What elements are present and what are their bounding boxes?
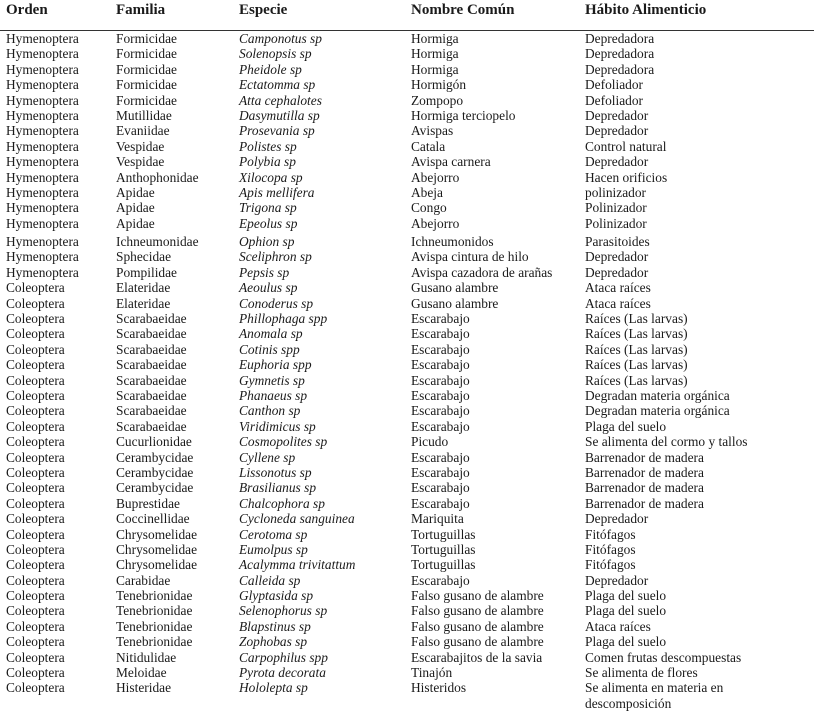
table-row [0, 419, 814, 434]
cell-nombre-comun: Gusano alambre [411, 280, 499, 296]
cell-especie: Camponotus sp [239, 31, 322, 46]
cell-familia: Scarabaeidae [116, 311, 187, 327]
cell-especie: Conoderus sp [239, 295, 314, 311]
cell-orden: Hymenoptera [6, 61, 79, 77]
cell-habito: Comen frutas descompuestas [585, 649, 742, 665]
cell-especie: Xilocopa sp [239, 169, 303, 185]
cell-nombre-comun: Congo [411, 200, 447, 216]
cell-orden: Hymenoptera [6, 154, 79, 170]
cell-habito: Depredador [585, 511, 649, 527]
cell-orden: Hymenoptera [6, 264, 79, 280]
cell-nombre-comun: Falso gusano de alambre [411, 603, 544, 619]
cell-habito: Fitófagos [585, 557, 636, 573]
table-row [0, 170, 814, 185]
cell-familia: Scarabaeidae [116, 357, 187, 373]
cell-orden: Coleoptera [6, 280, 65, 296]
cell-habito: Defoliador [585, 92, 644, 108]
table-row [0, 200, 814, 215]
cell-familia: Chrysomelidae [116, 557, 198, 573]
cell-nombre-comun: Escarabajo [411, 341, 470, 357]
table-row [0, 62, 814, 77]
cell-nombre-comun: Mariquita [411, 511, 464, 527]
cell-especie: Acalymma trivitattum [239, 557, 356, 573]
cell-habito: Parasitoides [585, 234, 650, 250]
cell-especie: Cyllene sp [239, 449, 296, 465]
cell-habito: Depredador [585, 264, 649, 280]
cell-habito: Barrenador de madera [585, 495, 704, 511]
cell-habito: Depredadora [585, 31, 655, 46]
cell-especie: Solenopsis sp [239, 46, 312, 62]
cell-orden: Coleoptera [6, 495, 65, 511]
cell-habito: Se alimenta de flores [585, 665, 698, 681]
cell-habito: Fitófagos [585, 541, 636, 557]
table-row [0, 542, 814, 557]
cell-familia: Tenebrionidae [116, 634, 193, 650]
cell-especie: Cycloneda sanguinea [239, 511, 355, 527]
table-row [0, 31, 814, 46]
cell-orden: Coleoptera [6, 618, 65, 634]
cell-orden: Hymenoptera [6, 107, 79, 123]
table-row [0, 249, 814, 264]
cell-orden: Coleoptera [6, 680, 65, 696]
table-row [0, 665, 814, 680]
table-row [0, 123, 814, 138]
cell-habito: Se alimenta en materia en descomposición [585, 680, 724, 711]
cell-familia: Apidae [116, 215, 155, 231]
header-especie: Especie [239, 2, 288, 18]
cell-nombre-comun: Escarabajo [411, 311, 470, 327]
cell-especie: Calleida sp [239, 572, 301, 588]
cell-orden: Hymenoptera [6, 123, 79, 139]
table-row [0, 108, 814, 123]
cell-habito: Raíces (Las larvas) [585, 372, 688, 388]
cell-nombre-comun: Escarabajo [411, 464, 470, 480]
cell-orden: Coleoptera [6, 418, 65, 434]
cell-especie: Blapstinus sp [239, 618, 311, 634]
cell-nombre-comun: Escarabajo [411, 495, 470, 511]
cell-familia: Vespidae [116, 154, 165, 170]
table-row [0, 326, 814, 341]
cell-nombre-comun: Avispas [411, 123, 454, 139]
cell-nombre-comun: Hormiga [411, 46, 459, 62]
table-row [0, 373, 814, 388]
cell-familia: Elateridae [116, 280, 171, 296]
table-row [0, 154, 814, 169]
table-row [0, 434, 814, 449]
cell-nombre-comun: Abejorro [411, 169, 460, 185]
cell-familia: Cerambycidae [116, 464, 194, 480]
cell-habito: Ataca raíces [585, 280, 651, 296]
table-row [0, 450, 814, 465]
cell-especie: Polybia sp [239, 154, 296, 170]
cell-nombre-comun: Tortuguillas [411, 557, 476, 573]
cell-orden: Hymenoptera [6, 138, 79, 154]
cell-habito: polinizador [585, 184, 646, 200]
table-row [0, 496, 814, 511]
cell-habito: Degradan materia orgánica [585, 403, 730, 419]
header-habito-alimenticio: Hábito Alimenticio [585, 2, 707, 18]
table-row [0, 296, 814, 311]
cell-familia: Sphecidae [116, 249, 172, 265]
table-row [0, 265, 814, 280]
cell-especie: Zophobas sp [239, 634, 308, 650]
cell-orden: Coleoptera [6, 649, 65, 665]
header-orden: Orden [6, 2, 48, 18]
cell-orden: Coleoptera [6, 295, 65, 311]
cell-familia: Apidae [116, 184, 155, 200]
cell-especie: Viridimicus sp [239, 418, 316, 434]
table-row [0, 588, 814, 603]
table-row [0, 480, 814, 495]
table-row [0, 680, 814, 711]
cell-especie: Pheidole sp [239, 61, 302, 77]
cell-habito: Plaga del suelo [585, 634, 667, 650]
cell-orden: Coleoptera [6, 434, 65, 450]
cell-orden: Hymenoptera [6, 77, 79, 93]
cell-habito: Raíces (Las larvas) [585, 311, 688, 327]
cell-especie: Prosevania sp [239, 123, 315, 139]
cell-nombre-comun: Escarabajo [411, 572, 470, 588]
cell-nombre-comun: Hormigón [411, 77, 467, 93]
cell-nombre-comun: Abejorro [411, 215, 460, 231]
cell-familia: Scarabaeidae [116, 341, 187, 357]
cell-nombre-comun: Avispa cintura de hilo [411, 249, 529, 265]
cell-especie: Euphoria spp [239, 357, 312, 373]
cell-familia: Histeridae [116, 680, 172, 696]
table-row [0, 650, 814, 665]
cell-orden: Coleoptera [6, 480, 65, 496]
cell-habito: Raíces (Las larvas) [585, 326, 688, 342]
cell-nombre-comun: Escarabajo [411, 449, 470, 465]
cell-orden: Coleoptera [6, 588, 65, 604]
cell-nombre-comun: Escarabajitos de la savia [411, 649, 543, 665]
cell-nombre-comun: Catala [411, 138, 446, 154]
cell-familia: Tenebrionidae [116, 588, 193, 604]
cell-nombre-comun: Tortuguillas [411, 541, 476, 557]
table-row [0, 527, 814, 542]
cell-orden: Hymenoptera [6, 234, 79, 250]
cell-especie: Gymnetis sp [239, 372, 305, 388]
cell-especie: Dasymutilla sp [239, 107, 320, 123]
cell-familia: Scarabaeidae [116, 403, 187, 419]
cell-nombre-comun: Escarabajo [411, 387, 470, 403]
table-row [0, 77, 814, 92]
cell-familia: Anthophonidae [116, 169, 199, 185]
cell-habito: Plaga del suelo [585, 588, 667, 604]
cell-familia: Elateridae [116, 295, 171, 311]
table-row [0, 511, 814, 526]
cell-especie: Epeolus sp [239, 215, 298, 231]
cell-familia: Apidae [116, 200, 155, 216]
cell-habito: Barrenador de madera [585, 449, 704, 465]
cell-nombre-comun: Falso gusano de alambre [411, 618, 544, 634]
cell-orden: Coleoptera [6, 541, 65, 557]
cell-orden: Coleoptera [6, 449, 65, 465]
cell-nombre-comun: Tortuguillas [411, 526, 476, 542]
cell-nombre-comun: Picudo [411, 434, 449, 450]
cell-familia: Nitidulidae [116, 649, 177, 665]
cell-habito: Barrenador de madera [585, 464, 704, 480]
cell-orden: Coleoptera [6, 403, 65, 419]
cell-habito: Ataca raíces [585, 295, 651, 311]
cell-orden: Coleoptera [6, 665, 65, 681]
cell-orden: Coleoptera [6, 341, 65, 357]
cell-habito: Raíces (Las larvas) [585, 341, 688, 357]
cell-orden: Coleoptera [6, 572, 65, 588]
table-row [0, 280, 814, 295]
cell-nombre-comun: Falso gusano de alambre [411, 588, 544, 604]
cell-familia: Cucurlionidae [116, 434, 192, 450]
cell-orden: Coleoptera [6, 357, 65, 373]
cell-familia: Evaniidae [116, 123, 170, 139]
cell-orden: Hymenoptera [6, 200, 79, 216]
cell-especie: Trigona sp [239, 200, 297, 216]
cell-nombre-comun: Avispa carnera [411, 154, 491, 170]
table-row [0, 357, 814, 372]
cell-orden: Hymenoptera [6, 249, 79, 265]
cell-habito: Depredador [585, 572, 649, 588]
cell-habito: Degradan materia orgánica [585, 387, 730, 403]
cell-especie: Cosmopolites sp [239, 434, 328, 450]
cell-especie: Aeoulus sp [239, 280, 298, 296]
cell-orden: Coleoptera [6, 372, 65, 388]
cell-habito: Plaga del suelo [585, 418, 667, 434]
cell-nombre-comun: Falso gusano de alambre [411, 634, 544, 650]
cell-especie: Carpophilus spp [239, 649, 328, 665]
cell-especie: Brasilianus sp [239, 480, 317, 496]
cell-familia: Formicidae [116, 92, 177, 108]
cell-especie: Lissonotus sp [239, 464, 312, 480]
cell-familia: Meloidae [116, 665, 167, 681]
cell-familia: Scarabaeidae [116, 372, 187, 388]
cell-nombre-comun: Hormiga terciopelo [411, 107, 516, 123]
table-row [0, 388, 814, 403]
cell-habito: Ataca raíces [585, 618, 651, 634]
cell-habito: Polinizador [585, 215, 647, 231]
cell-nombre-comun: Avispa cazadora de arañas [411, 264, 553, 280]
cell-orden: Coleoptera [6, 326, 65, 342]
cell-nombre-comun: Gusano alambre [411, 295, 499, 311]
cell-familia: Formicidae [116, 31, 177, 46]
cell-nombre-comun: Ichneumonidos [411, 234, 494, 250]
table-body [0, 31, 814, 711]
cell-nombre-comun: Escarabajo [411, 403, 470, 419]
cell-especie: Polistes sp [239, 138, 297, 154]
cell-especie: Eumolpus sp [239, 541, 308, 557]
cell-orden: Coleoptera [6, 603, 65, 619]
header-familia: Familia [116, 2, 166, 18]
cell-familia: Chrysomelidae [116, 526, 198, 542]
cell-familia: Formicidae [116, 77, 177, 93]
cell-habito: Depredador [585, 107, 649, 123]
cell-familia: Ichneumonidae [116, 234, 199, 250]
cell-nombre-comun: Escarabajo [411, 357, 470, 373]
cell-especie: Chalcophora sp [239, 495, 325, 511]
cell-orden: Hymenoptera [6, 215, 79, 231]
cell-familia: Buprestidae [116, 495, 180, 511]
cell-nombre-comun: Hormiga [411, 61, 459, 77]
cell-especie: Anomala sp [239, 326, 303, 342]
header-nombre-comun: Nombre Común [411, 2, 515, 18]
table-row [0, 139, 814, 154]
cell-especie: Cerotoma sp [239, 526, 308, 542]
cell-nombre-comun: Abeja [411, 184, 443, 200]
table-row [0, 342, 814, 357]
cell-orden: Hymenoptera [6, 169, 79, 185]
cell-familia: Scarabaeidae [116, 326, 187, 342]
table-row [0, 93, 814, 108]
cell-habito: Depredadora [585, 61, 655, 77]
table-row [0, 465, 814, 480]
cell-especie: Glyptasida sp [239, 588, 314, 604]
cell-familia: Cerambycidae [116, 480, 194, 496]
cell-especie: Apis mellifera [239, 184, 315, 200]
cell-orden: Hymenoptera [6, 92, 79, 108]
cell-especie: Cotinis spp [239, 341, 300, 357]
cell-especie: Pyrota decorata [239, 665, 326, 681]
cell-especie: Sceliphron sp [239, 249, 312, 265]
table-row [0, 403, 814, 418]
cell-especie: Canthon sp [239, 403, 301, 419]
cell-especie: Pepsis sp [239, 264, 290, 280]
cell-nombre-comun: Zompopo [411, 92, 464, 108]
cell-orden: Coleoptera [6, 311, 65, 327]
cell-nombre-comun: Hormiga [411, 31, 459, 46]
cell-familia: Tenebrionidae [116, 603, 193, 619]
cell-especie: Ophion sp [239, 234, 295, 250]
cell-habito: Depredador [585, 249, 649, 265]
cell-especie: Phanaeus sp [239, 387, 308, 403]
cell-familia: Pompilidae [116, 264, 177, 280]
cell-orden: Hymenoptera [6, 46, 79, 62]
cell-habito: Depredador [585, 123, 649, 139]
cell-habito: Se alimenta del cormo y tallos [585, 434, 748, 450]
cell-habito: Barrenador de madera [585, 480, 704, 496]
cell-familia: Tenebrionidae [116, 618, 193, 634]
cell-habito: Depredador [585, 154, 649, 170]
cell-especie: Atta cephalotes [239, 92, 322, 108]
cell-especie: Hololepta sp [239, 680, 308, 696]
cell-familia: Scarabaeidae [116, 418, 187, 434]
cell-familia: Chrysomelidae [116, 541, 198, 557]
cell-familia: Formicidae [116, 46, 177, 62]
cell-habito: Fitófagos [585, 526, 636, 542]
cell-habito: Defoliador [585, 77, 644, 93]
table-row [0, 634, 814, 649]
table-row [0, 311, 814, 326]
table-header [0, 0, 814, 29]
cell-habito: Depredadora [585, 46, 655, 62]
cell-especie: Ectatomma sp [239, 77, 316, 93]
cell-orden: Coleoptera [6, 511, 65, 527]
cell-habito: Hacen orificios [585, 169, 668, 185]
cell-orden: Coleoptera [6, 464, 65, 480]
cell-nombre-comun: Escarabajo [411, 480, 470, 496]
cell-familia: Mutillidae [116, 107, 172, 123]
cell-especie: Phillophaga spp [239, 311, 328, 327]
cell-orden: Coleoptera [6, 526, 65, 542]
cell-nombre-comun: Escarabajo [411, 326, 470, 342]
cell-familia: Formicidae [116, 61, 177, 77]
cell-habito: Raíces (Las larvas) [585, 357, 688, 373]
cell-orden: Coleoptera [6, 387, 65, 403]
cell-familia: Cerambycidae [116, 449, 194, 465]
table-row [0, 185, 814, 200]
table-row [0, 234, 814, 249]
table-row [0, 557, 814, 572]
cell-orden: Coleoptera [6, 557, 65, 573]
cell-familia: Scarabaeidae [116, 387, 187, 403]
cell-orden: Hymenoptera [6, 31, 79, 46]
table-row [0, 216, 814, 231]
table-row [0, 603, 814, 618]
table-row [0, 619, 814, 634]
cell-nombre-comun: Histeridos [411, 680, 467, 696]
table-row [0, 46, 814, 61]
cell-nombre-comun: Tinajón [411, 665, 453, 681]
cell-habito: Plaga del suelo [585, 603, 667, 619]
cell-familia: Carabidae [116, 572, 171, 588]
cell-orden: Hymenoptera [6, 184, 79, 200]
cell-nombre-comun: Escarabajo [411, 418, 470, 434]
table-row [0, 573, 814, 588]
cell-habito: Polinizador [585, 200, 647, 216]
cell-especie: Selenophorus sp [239, 603, 328, 619]
cell-familia: Coccinellidae [116, 511, 190, 527]
cell-familia: Vespidae [116, 138, 165, 154]
cell-nombre-comun: Escarabajo [411, 372, 470, 388]
cell-orden: Coleoptera [6, 634, 65, 650]
cell-habito: Control natural [585, 138, 667, 154]
